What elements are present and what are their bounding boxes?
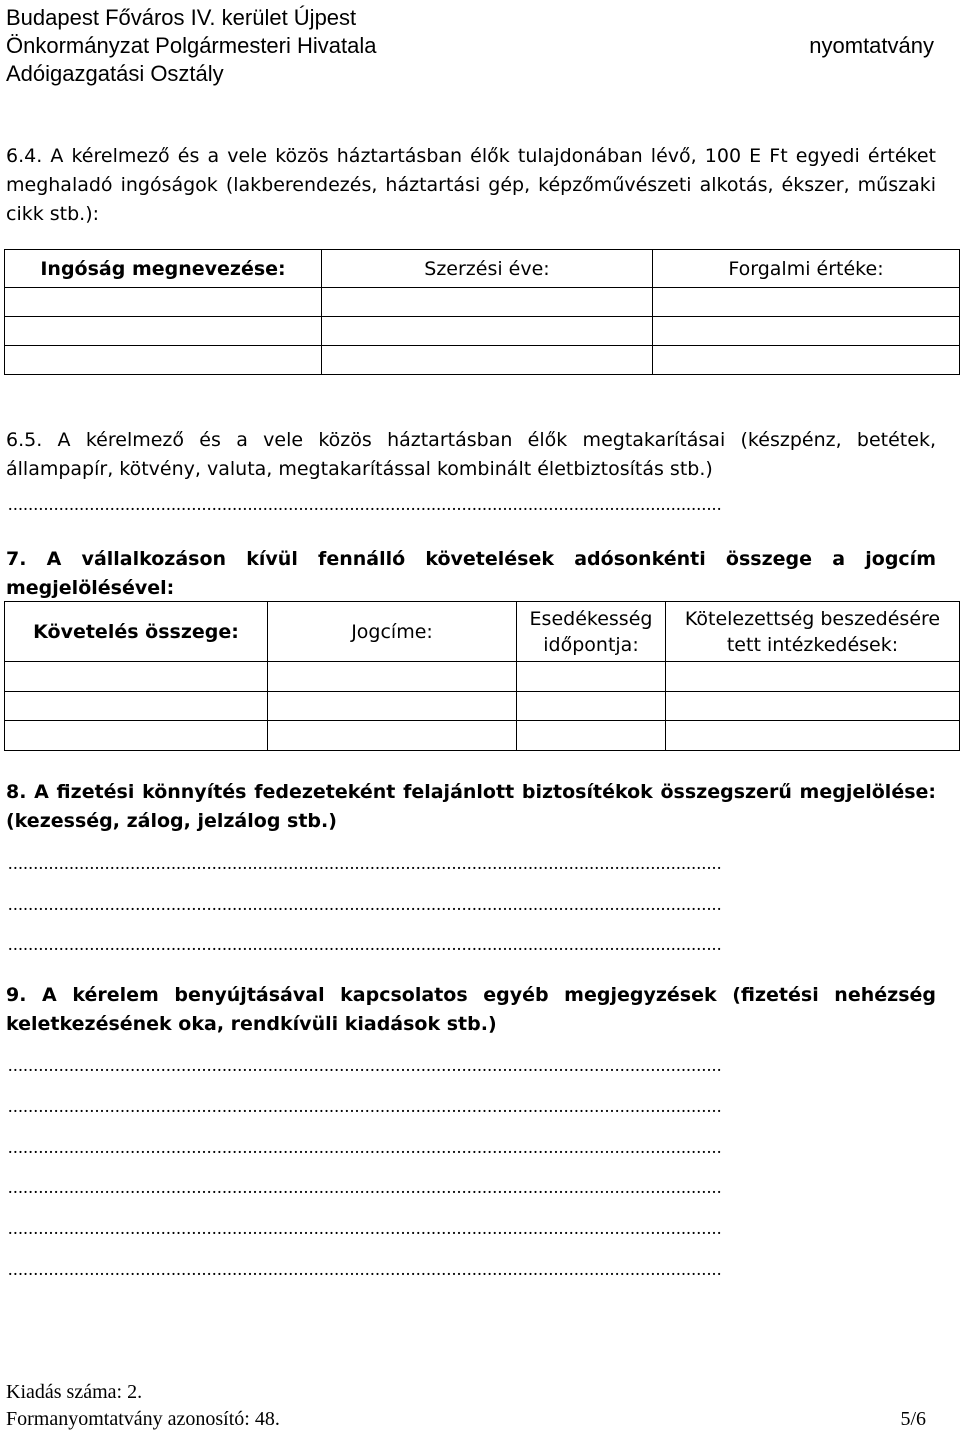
- claims-cell[interactable]: [5, 692, 268, 721]
- page-number: 5/6: [900, 1408, 926, 1430]
- remarks-fill-line[interactable]: ............................................................................................................................................: [8, 1259, 722, 1279]
- movables-header-year: Szerzési éve:: [322, 250, 653, 288]
- claims-cell[interactable]: [666, 662, 960, 692]
- movables-cell[interactable]: [322, 288, 653, 317]
- form-identifier: Formanyomtatvány azonosító: 48.: [6, 1408, 280, 1430]
- claims-header-title: Jogcíme:: [268, 602, 517, 662]
- remarks-fill-line[interactable]: ............................................................................................................................................: [8, 1218, 722, 1238]
- movables-cell[interactable]: [5, 288, 322, 317]
- office-name-line2: Önkormányzat Polgármesteri Hivatala: [6, 33, 377, 58]
- claims-cell[interactable]: [517, 721, 666, 751]
- guarantee-fill-line[interactable]: ............................................................................................................................................: [8, 894, 722, 914]
- claims-cell[interactable]: [517, 662, 666, 692]
- movables-cell[interactable]: [5, 346, 322, 375]
- guarantee-fill-line[interactable]: ............................................................................................................................................: [8, 934, 722, 954]
- section-7-heading: 7. A vállalkozáson kívül fennálló követelések adósonkénti összege a jogcím megjelölésével:: [6, 548, 936, 599]
- movables-cell[interactable]: [653, 288, 960, 317]
- claims-header-measures-line2: tett intézkedések:: [726, 633, 899, 656]
- movables-header-value: Forgalmi értéke:: [653, 250, 960, 288]
- movables-cell[interactable]: [5, 317, 322, 346]
- movables-cell[interactable]: [653, 317, 960, 346]
- guarantee-fill-line[interactable]: ............................................................................................................................................: [8, 853, 722, 873]
- claims-header-due-line2: időpontja:: [543, 633, 639, 656]
- claims-cell[interactable]: [517, 692, 666, 721]
- claims-cell[interactable]: [268, 721, 517, 751]
- office-name-line1: Budapest Főváros IV. kerület Újpest: [6, 5, 357, 30]
- edition-number: Kiadás száma: 2.: [6, 1381, 143, 1403]
- remarks-fill-line[interactable]: ............................................................................................................................................: [8, 1096, 722, 1116]
- claims-cell[interactable]: [666, 692, 960, 721]
- claims-header-measures-line1: Kötelezettség beszedésére: [684, 607, 941, 630]
- claims-cell[interactable]: [268, 662, 517, 692]
- claims-header-due: [517, 602, 666, 662]
- movables-table: [4, 249, 960, 375]
- section-8-heading: 8. A fizetési könnyítés fedezeteként felajánlott biztosítékok összegszerű megjelölése: (kezesség, zálog, jelzálog stb.): [6, 781, 936, 832]
- form-type-label: nyomtatvány: [809, 33, 934, 58]
- claims-header-measures: [666, 602, 960, 662]
- movables-header-name: Ingóság megnevezése:: [5, 250, 322, 288]
- remarks-fill-line[interactable]: ............................................................................................................................................: [8, 1177, 722, 1197]
- remarks-fill-line[interactable]: ............................................................................................................................................: [8, 1055, 722, 1075]
- savings-fill-line[interactable]: ............................................................................................................................................: [8, 494, 722, 514]
- movables-cell[interactable]: [322, 346, 653, 375]
- movables-cell[interactable]: [653, 346, 960, 375]
- claims-cell[interactable]: [5, 721, 268, 751]
- section-6-5-text: 6.5. A kérelmező és a vele közös háztartásban élők megtakarításai (készpénz, betétek, állampapír, kötvény, valuta, megtakarítással kombinált életbiztosítás stb.): [6, 429, 936, 480]
- movables-cell[interactable]: [322, 317, 653, 346]
- office-name-line3: Adóigazgatási Osztály: [6, 61, 224, 86]
- claims-header-amount: Követelés összege:: [5, 602, 268, 662]
- claims-table: [4, 601, 960, 751]
- claims-header-due-line1: Esedékesség: [529, 607, 653, 630]
- claims-cell[interactable]: [268, 692, 517, 721]
- claims-cell[interactable]: [5, 662, 268, 692]
- remarks-fill-line[interactable]: ............................................................................................................................................: [8, 1137, 722, 1157]
- claims-cell[interactable]: [666, 721, 960, 751]
- section-9-heading: 9. A kérelem benyújtásával kapcsolatos egyéb megjegyzések (fizetési nehézség keletkezésének oka, rendkívüli kiadások stb.): [6, 984, 936, 1035]
- section-6-4-text: 6.4. A kérelmező és a vele közös háztartásban élők tulajdonában lévő, 100 E Ft egyedi értéket meghaladó ingóságok (lakberendezés, háztartási gép, képzőművészeti alkotás, ékszer, műszaki cikk stb.):: [6, 145, 936, 225]
